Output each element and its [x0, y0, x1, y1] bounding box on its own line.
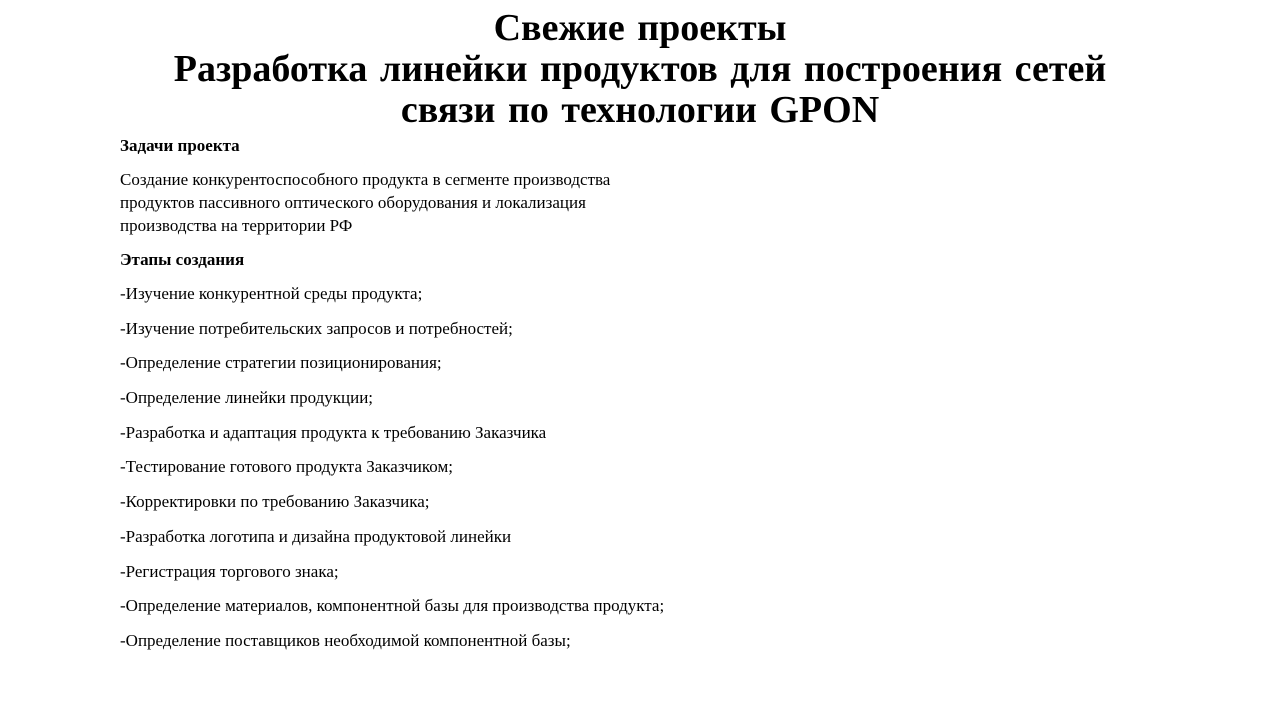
stage-item: -Изучение потребительских запросов и потребностей;	[120, 318, 513, 338]
tasks-description	[120, 168, 680, 237]
title-line: Свежие проекты	[493, 7, 787, 49]
stage-item: -Тестирование готового продукта Заказчиком;	[120, 457, 453, 477]
stage-item: -Разработка и адаптация продукта к требованию Заказчика	[120, 422, 547, 442]
stage-item: -Регистрация торгового знака;	[120, 561, 339, 581]
stage-item: -Определение линейки продукции;	[120, 388, 374, 408]
stages-heading: Этапы создания	[120, 250, 245, 269]
tasks-heading: Задачи проекта	[120, 136, 240, 155]
stage-item: -Определение стратегии позиционирования;	[120, 353, 442, 373]
title-line: связи по технологии GPON	[400, 89, 880, 131]
stage-item: -Определение поставщиков необходимой компонентной базы;	[120, 630, 571, 650]
stage-item: -Изучение конкурентной среды продукта;	[120, 284, 423, 303]
slide-content	[120, 134, 880, 664]
stage-item: -Определение материалов, компонентной базы для производства продукта;	[120, 596, 665, 616]
tasks-line: Создание конкурентоспособного продукта в сегменте производства	[120, 170, 611, 189]
tasks-line: производства на территории РФ	[120, 216, 353, 235]
title-line: Разработка линейки продуктов для построения сетей	[173, 48, 1107, 90]
stage-item: -Корректировки по требованию Заказчика;	[120, 492, 430, 512]
tasks-line: продуктов пассивного оптического оборудования и локализация	[120, 193, 586, 212]
stages-list	[120, 282, 880, 652]
stage-item: -Разработка логотипа и дизайна продуктовой линейки	[120, 526, 512, 546]
page-title	[100, 8, 1180, 131]
